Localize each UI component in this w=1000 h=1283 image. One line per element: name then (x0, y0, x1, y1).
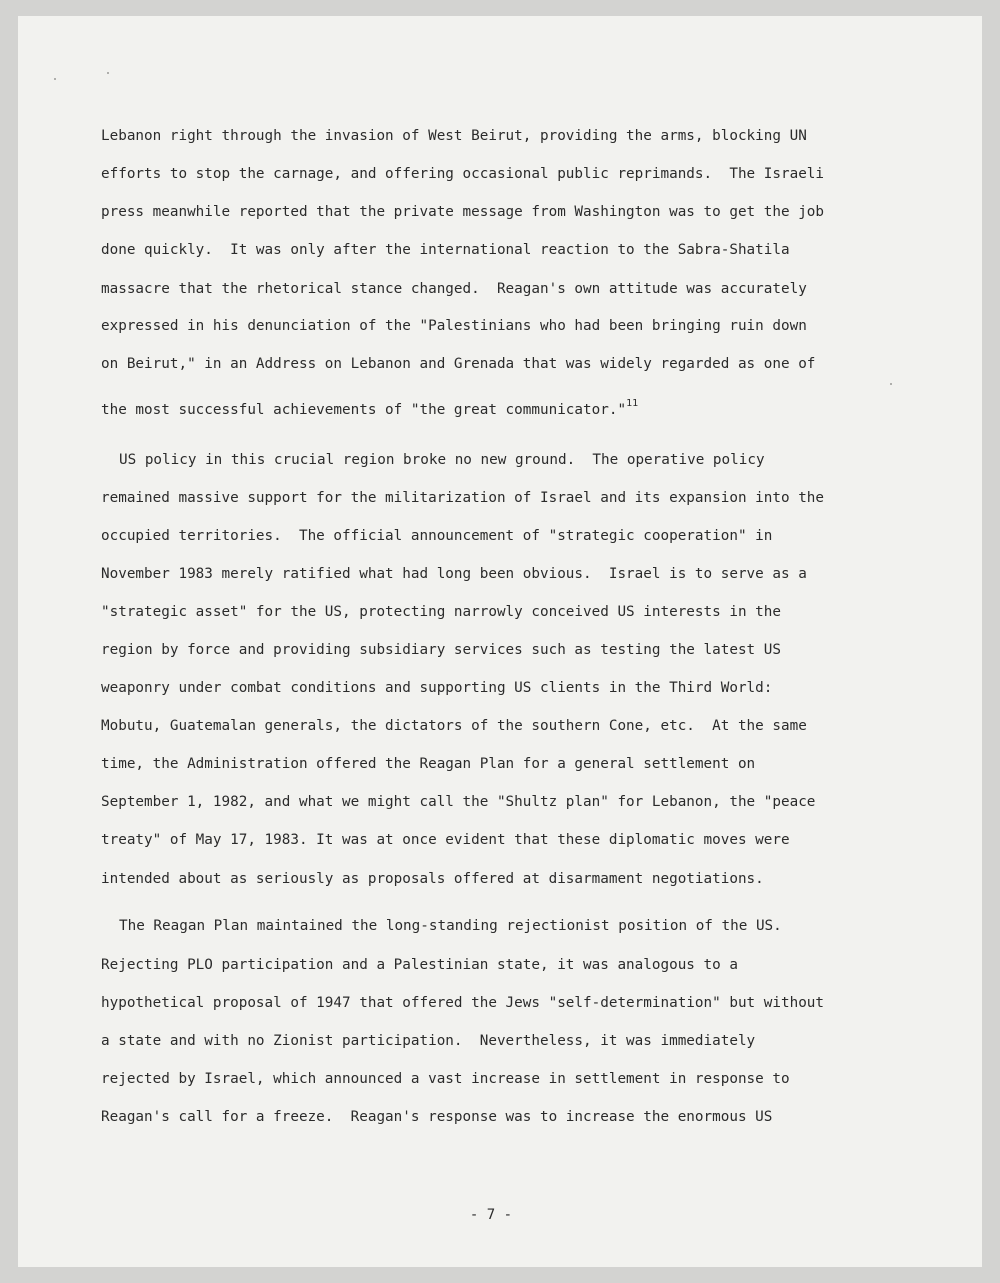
text-line: Mobutu, Guatemalan generals, the dictators of the southern Cone, etc. At the same (101, 718, 807, 734)
text-line: intended about as seriously as proposals offered at disarmament negotiations. (101, 871, 764, 887)
text-line: hypothetical proposal of 1947 that offered the Jews "self-determination" but without (101, 995, 825, 1011)
text-line: November 1983 merely ratified what had long been obvious. Israel is to serve as a (101, 566, 807, 582)
text-line: "strategic asset" for the US, protecting narrowly conceived US interests in the (101, 604, 781, 620)
text-line: efforts to stop the carnage, and offering occasional public reprimands. The Israeli (101, 166, 825, 182)
text-line: Rejecting PLO participation and a Palestinian state, it was analogous to a (101, 957, 738, 973)
text-line: September 1, 1982, and what we might call the "Shultz plan" for Lebanon, the "peace (101, 794, 816, 810)
text-line: done quickly. It was only after the international reaction to the Sabra-Shatila (101, 242, 790, 258)
text-line: the most successful achievements of "the great communicator." (101, 402, 627, 418)
text-line: remained massive support for the militarization of Israel and its expansion into the (101, 490, 825, 506)
text-line: a state and with no Zionist participation. Nevertheless, it was immediately (101, 1033, 756, 1049)
page-number: - 7 - (469, 1207, 513, 1223)
paper-speck (54, 78, 56, 80)
text-line: weaponry under combat conditions and supporting US clients in the Third World: (101, 680, 773, 696)
text-line: occupied territories. The official announcement of "strategic cooperation" in (101, 528, 773, 544)
text-line: Lebanon right through the invasion of West Beirut, providing the arms, blocking UN (101, 128, 807, 144)
text-line: on Beirut," in an Address on Lebanon and Grenada that was widely regarded as one of (101, 356, 816, 372)
text-line: treaty" of May 17, 1983. It was at once evident that these diplomatic moves were (101, 832, 790, 848)
text-line: massacre that the rhetorical stance changed. Reagan's own attitude was accurately (101, 281, 807, 297)
text-line-with-footnote (101, 398, 639, 418)
text-line: The Reagan Plan maintained the long-standing rejectionist position of the US. (119, 918, 782, 934)
text-line: US policy in this crucial region broke no new ground. The operative policy (119, 452, 765, 468)
paper-speck (890, 383, 892, 385)
text-line: expressed in his denunciation of the "Palestinians who had been bringing ruin down (101, 318, 807, 334)
text-line: rejected by Israel, which announced a vast increase in settlement in response to (101, 1071, 790, 1087)
text-line: press meanwhile reported that the private message from Washington was to get the job (101, 204, 825, 220)
paper-speck (107, 72, 109, 74)
text-line: time, the Administration offered the Reagan Plan for a general settlement on (101, 756, 756, 772)
text-line: region by force and providing subsidiary services such as testing the latest US (101, 642, 781, 658)
footnote-reference: 11 (626, 398, 639, 409)
text-line: Reagan's call for a freeze. Reagan's response was to increase the enormous US (101, 1109, 773, 1125)
